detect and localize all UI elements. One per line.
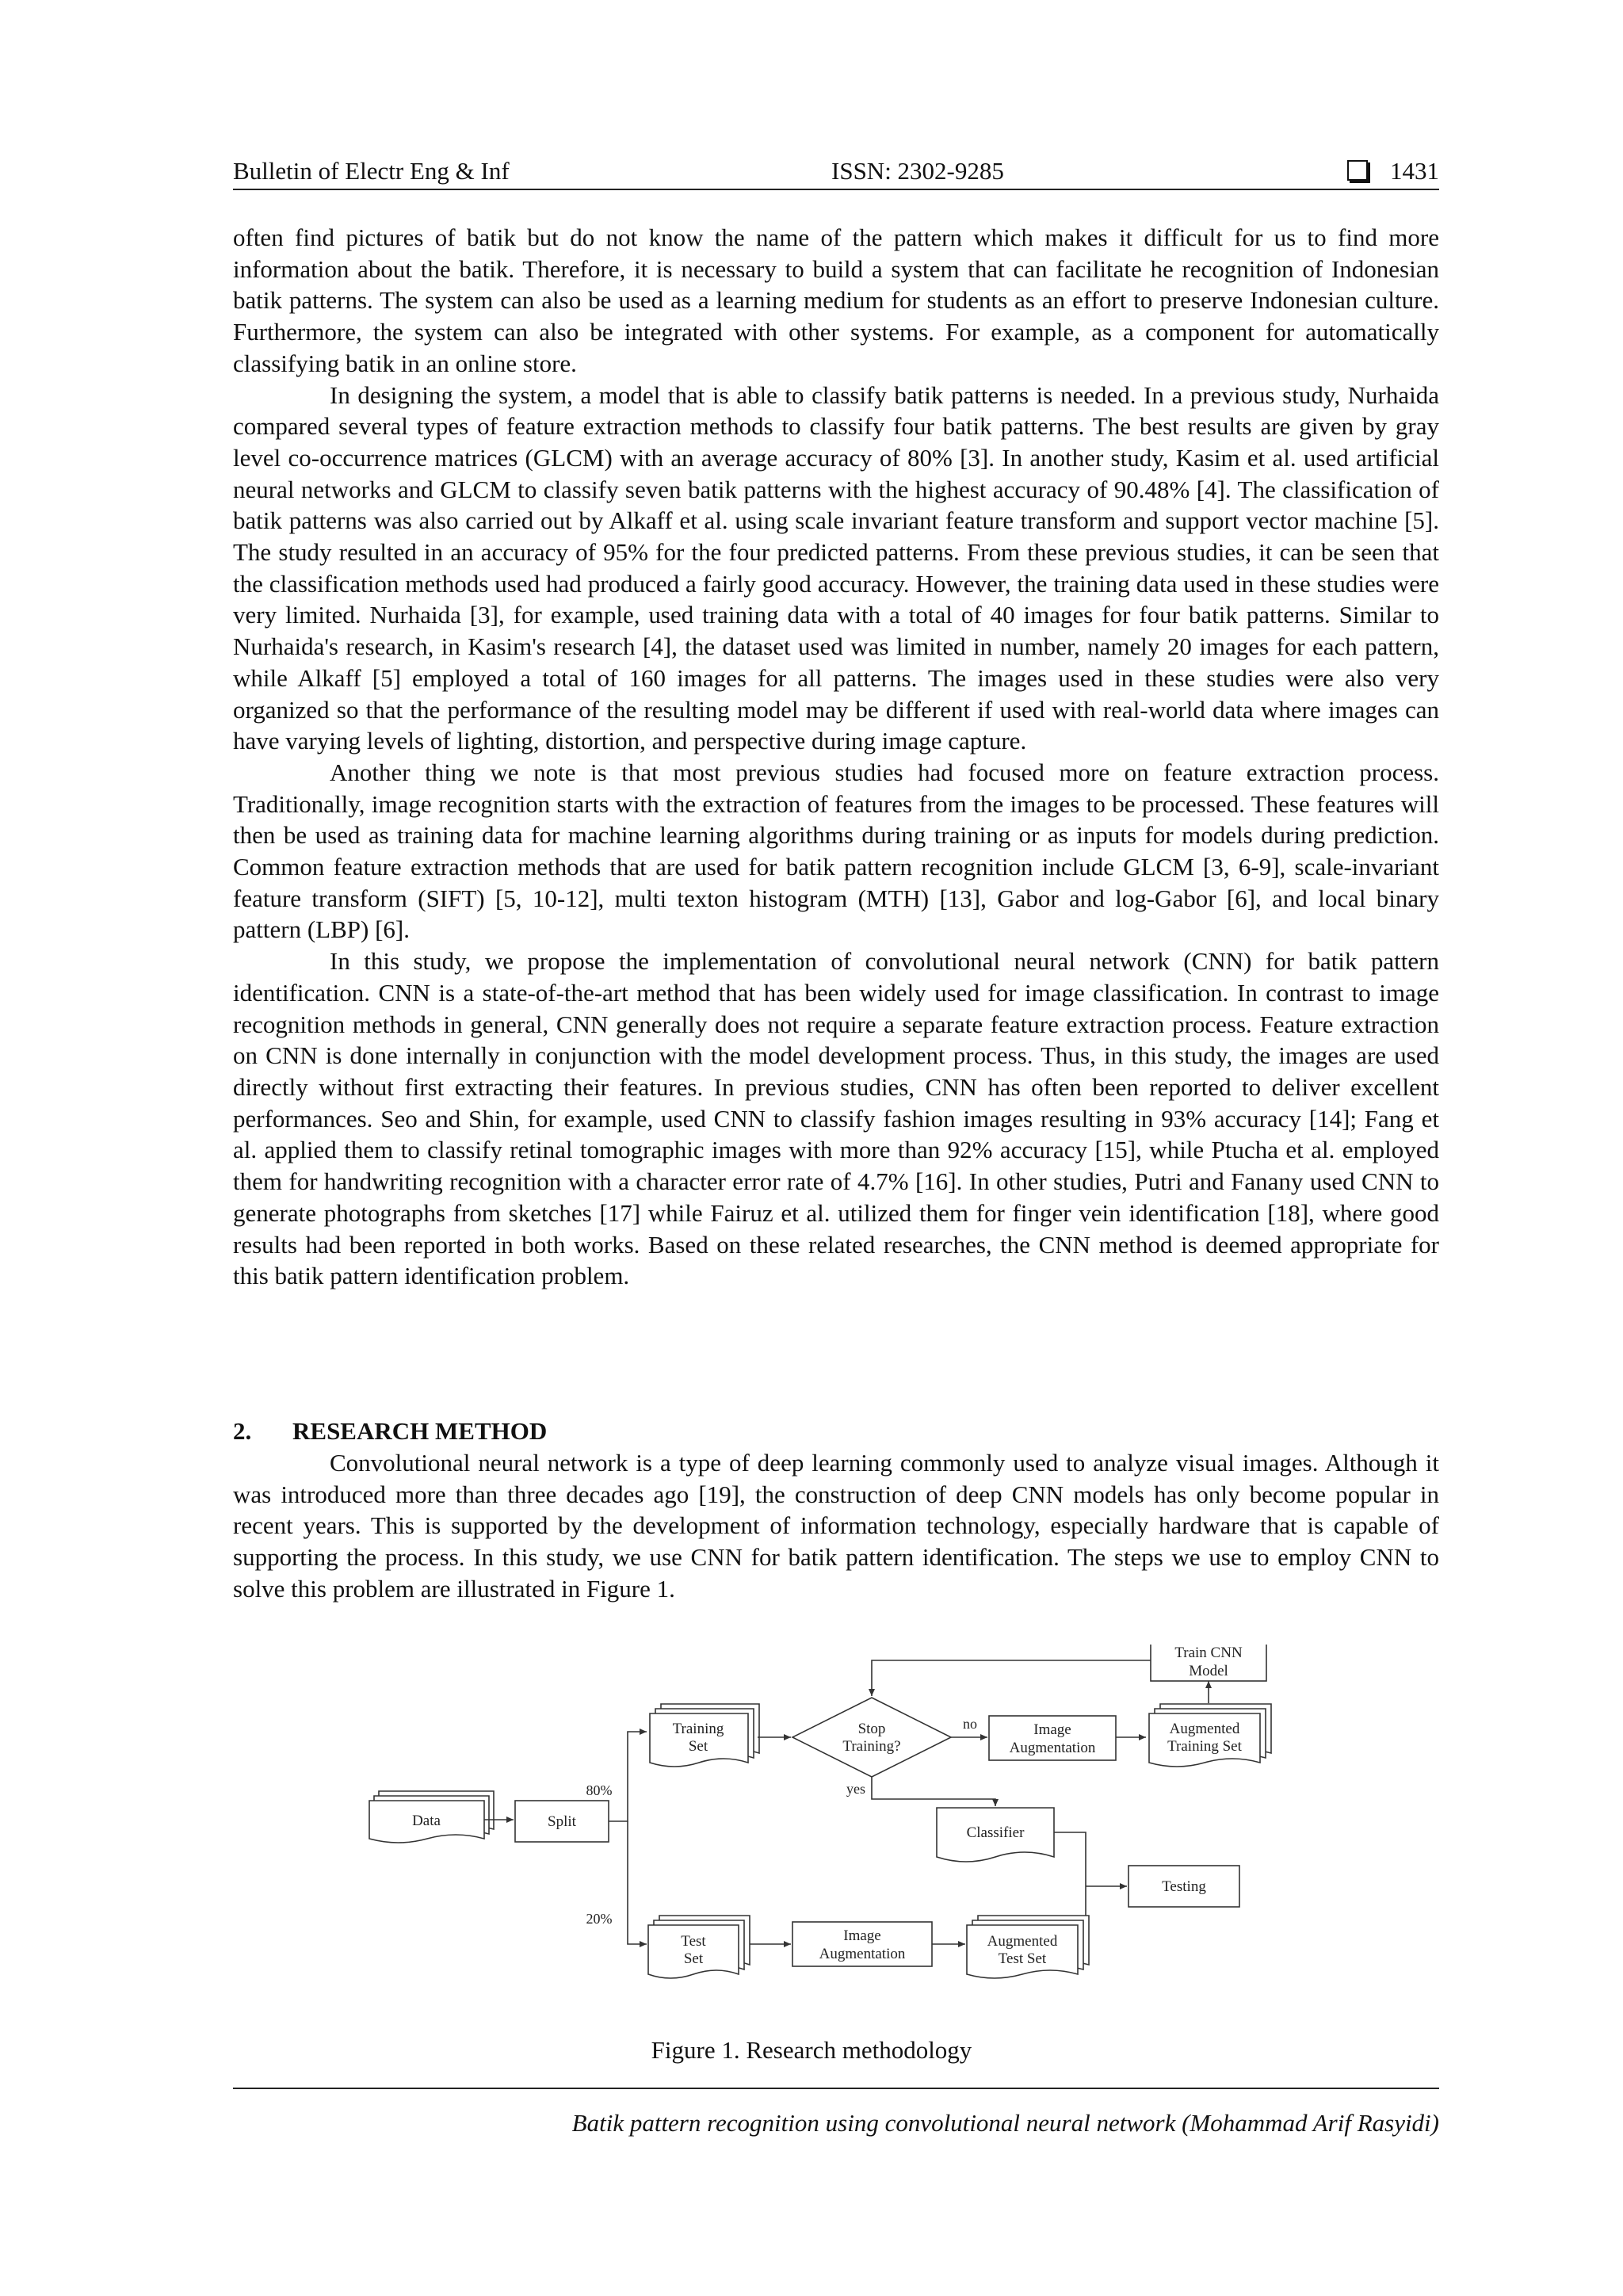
running-footer: Batik pattern recognition using convolutional neural network (Mohammad Arif Rasyidi) <box>571 2109 1439 2137</box>
research-methodology-flowchart <box>365 1645 1284 2017</box>
test-set-label-2: Set <box>683 1950 704 1967</box>
split-label: Split <box>548 1813 576 1830</box>
aug-test-label-2: Test Set <box>998 1950 1047 1967</box>
aug-train-label-1: Augmented <box>1169 1721 1240 1737</box>
body-text <box>233 222 1439 1292</box>
issn: ISSN: 2302-9285 <box>831 157 1004 185</box>
img-aug-bot-label-1: Image <box>843 1927 881 1944</box>
testing-label: Testing <box>1162 1878 1206 1895</box>
test-set-label-1: Test <box>681 1933 706 1950</box>
train-cnn-label-2: Model <box>1189 1663 1228 1679</box>
image-augmentation-bottom-node <box>792 1922 932 1966</box>
section-body <box>233 1447 1439 1605</box>
figure-1 <box>365 1645 1284 2017</box>
section-heading <box>233 1415 547 1447</box>
header-rule <box>233 189 1439 190</box>
img-aug-top-label-1: Image <box>1033 1721 1071 1738</box>
footer-rule <box>233 2088 1439 2089</box>
checkbox-square-icon <box>1347 160 1368 181</box>
page-number: 1431 <box>1390 157 1439 185</box>
paragraph: often find pictures of batik but do not know the name of the pattern which makes it difficult for us to find more information about the batik. Therefore, it is necessary to build a system that can facilitate he recognition of Indonesian batik patterns. The system can also be used as a learning medium for students as an effort to preserve Indonesian culture. Furthermore, the system can also be integrated with other systems. For example, as a component for automatically classifying batik in an online store. <box>233 223 1439 377</box>
image-augmentation-top-node <box>989 1716 1116 1760</box>
training-set-label-1: Training <box>672 1721 724 1737</box>
label-20-percent: 20% <box>586 1911 613 1927</box>
running-header <box>233 155 1439 187</box>
augmented-training-set-node <box>1149 1704 1271 1767</box>
section-title: RESEARCH METHOD <box>292 1417 548 1445</box>
aug-train-label-2: Training Set <box>1167 1738 1242 1755</box>
stop-label-2: Training? <box>842 1738 901 1755</box>
aug-test-label-1: Augmented <box>987 1933 1058 1950</box>
split-node <box>515 1801 609 1842</box>
journal-name: Bulletin of Electr Eng & Inf <box>233 157 510 185</box>
figure-caption: Figure 1. Research methodology <box>651 2036 972 2064</box>
paragraph: Another thing we note is that most previous studies had focused more on feature extraction process. Traditionally, image recognition starts with the extraction of features from the images to be processed. These features will then be used as training data for machine learning algorithms during training or as inputs for models during prediction. Common feature extraction methods that are used for batik pattern recognition include GLCM [3, 6-9], scale-invariant feature transform (SIFT) [5, 10-12], multi texton histogram (MTH) [13], Gabor and log-Gabor [6], and local binary pattern (LBP) [6]. <box>233 758 1439 944</box>
label-80-percent: 80% <box>586 1782 613 1798</box>
stop-label-1: Stop <box>857 1721 886 1737</box>
test-set-node <box>648 1916 750 1978</box>
paragraph: In this study, we propose the implementation of convolutional neural network (CNN) for batik pattern identification. CNN is a state-of-the-art method that has been widely used for image classification. In contrast to image recognition methods in general, CNN generally does not require a separate feature extraction process. Feature extraction on CNN is done internally in conjunction with the model development process. Thus, in this study, the images are used directly without first extracting their features. In previous studies, CNN has often been reported to deliver excellent performances. Seo and Shin, for example, used CNN to classify fashion images resulting in 93% accuracy [14]; Fang et al. applied them to classify retinal tomographic images with more than 92% accuracy [15], while Ptucha et al. employed them for handwriting recognition with a character error rate of 4.7% [16]. In other studies, Putri and Fanany used CNN to generate photographs from sketches [17] while Fairuz et al. utilized them for finger vein identification [18], where good results had been reported in both works. Based on these related researches, the CNN method is deemed appropriate for this batik pattern identification problem. <box>233 947 1439 1290</box>
section-number: 2. <box>233 1417 252 1445</box>
train-cnn-label-1: Train CNN <box>1174 1645 1243 1661</box>
train-cnn-model-node <box>1151 1645 1266 1681</box>
augmented-test-set-node <box>967 1916 1089 1978</box>
classifier-node <box>937 1808 1054 1862</box>
data-label: Data <box>412 1813 441 1829</box>
label-yes: yes <box>846 1781 865 1797</box>
classifier-label: Classifier <box>966 1824 1025 1841</box>
page-number-group <box>1347 155 1439 187</box>
label-no: no <box>963 1716 977 1732</box>
stop-training-decision <box>792 1698 951 1777</box>
training-set-node <box>650 1704 759 1767</box>
training-set-label-2: Set <box>688 1738 708 1755</box>
paragraph: Convolutional neural network is a type of deep learning commonly used to analyze visual images. Although it was introduced more than three decades ago [19], the construction of deep CNN models has only become popular in recent years. This is supported by the development of information technology, especially hardware that is capable of supporting the process. In this study, we use CNN for batik pattern identification. The steps we use to employ CNN to solve this problem are illustrated in Figure 1. <box>233 1449 1439 1603</box>
img-aug-bot-label-2: Augmentation <box>819 1946 906 1962</box>
data-node <box>369 1791 494 1843</box>
testing-node <box>1128 1866 1239 1907</box>
paragraph: In designing the system, a model that is able to classify batik patterns is needed. In a previous study, Nurhaida compared several types of feature extraction methods to classify four batik patterns. The best results are given by gray level co-occurrence matrices (GLCM) with an average accuracy of 80% [3]. In another study, Kasim et al. used artificial neural networks and GLCM to classify seven batik patterns with the highest accuracy of 90.48% [4]. The classification of batik patterns was also carried out by Alkaff et al. using scale invariant feature transform and support vector machine [5]. The study resulted in an accuracy of 95% for the four predicted patterns. From these previous studies, it can be seen that the classification methods used had produced a fairly good accuracy. However, the training data used in these studies were very limited. Nurhaida [3], for example, used training data with a total of 40 images for four batik patterns. Similar to Nurhaida's research, in Kasim's research [4], the dataset used was limited in number, namely 20 images for each pattern, while Alkaff [5] employed a total of 160 images for all patterns. The images used in these studies were also very organized so that the performance of the resulting model may be different if used with real-world data where images can have varying levels of lighting, distortion, and perspective during image capture. <box>233 380 1439 755</box>
img-aug-top-label-2: Augmentation <box>1009 1740 1096 1756</box>
